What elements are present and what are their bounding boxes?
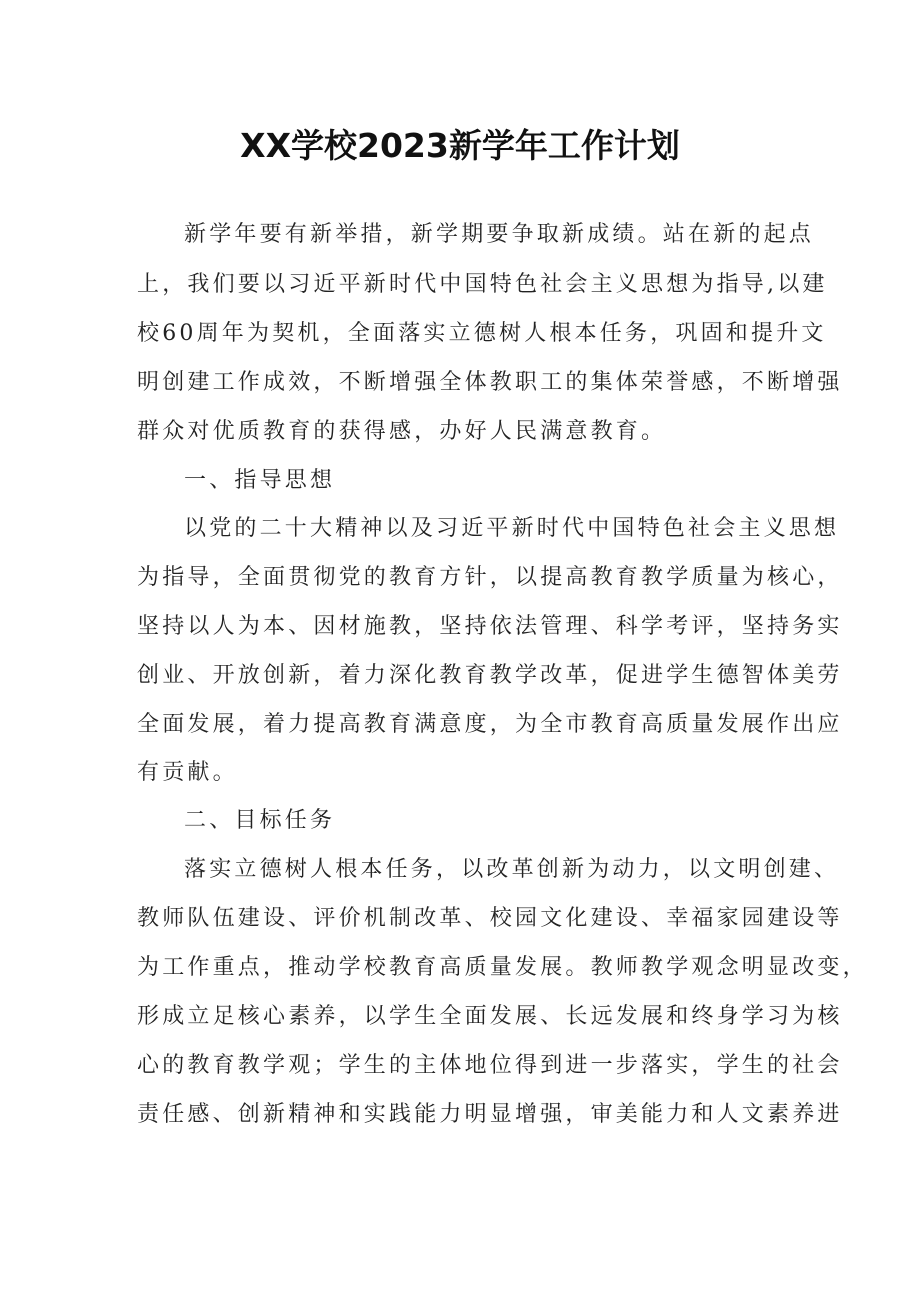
paragraph-line: 有贡献。 (137, 760, 238, 785)
paragraph-line: 落实立德树人根本任务，以改革创新为动力，以文明创建、 (184, 857, 840, 882)
paragraph-line: 形成立足核心素养，以学生全面发展、长远发展和终身学习为核 (137, 1004, 843, 1029)
paragraph-line: 创业、开放创新，着力深化教育教学改革，促进学生德智体美劳 (137, 663, 843, 688)
paragraph-line: 责任感、创新精神和实践能力明显增强，审美能力和人文素养进 (137, 1102, 843, 1127)
paragraph-line: 明创建工作成效，不断增强全体教职工的集体荣誉感，不断增强 (137, 370, 843, 395)
section-heading-guiding-ideology: 一、指导思想 (184, 468, 336, 493)
document-title: XX学校2023新学年工作计划 (240, 126, 680, 165)
paragraph-line: 坚持以人为本、因材施教，坚持依法管理、科学考评，坚持务实 (137, 614, 843, 639)
paragraph-line: 以党的二十大精神以及习近平新时代中国特色社会主义思想 (184, 516, 840, 541)
paragraph-line: 为指导，全面贯彻党的教育方针，以提高教育教学质量为核心， (137, 565, 843, 590)
paragraph-line: 全面发展，着力提高教育满意度，为全市教育高质量发展作出应 (137, 712, 843, 737)
paragraph-line: 上，我们要以习近平新时代中国特色社会主义思想为指导,以建 (137, 272, 828, 297)
paragraph-line: 教师队伍建设、评价机制改革、校园文化建设、幸福家园建设等 (137, 906, 843, 931)
paragraph-line: 心的教育教学观；学生的主体地位得到进一步落实，学生的社会 (137, 1053, 843, 1078)
paragraph-line: 为工作重点，推动学校教育高质量发展。教师教学观念明显改变， (137, 955, 868, 980)
paragraph-line: 校60周年为契机，全面落实立德树人根本任务，巩固和提升文 (137, 321, 827, 346)
section-heading-goals-tasks: 二、目标任务 (184, 808, 336, 833)
paragraph-line: 群众对优质教育的获得感，办好人民满意教育。 (137, 419, 667, 444)
paragraph-line: 新学年要有新举措，新学期要争取新成绩。站在新的起点 (184, 222, 815, 247)
